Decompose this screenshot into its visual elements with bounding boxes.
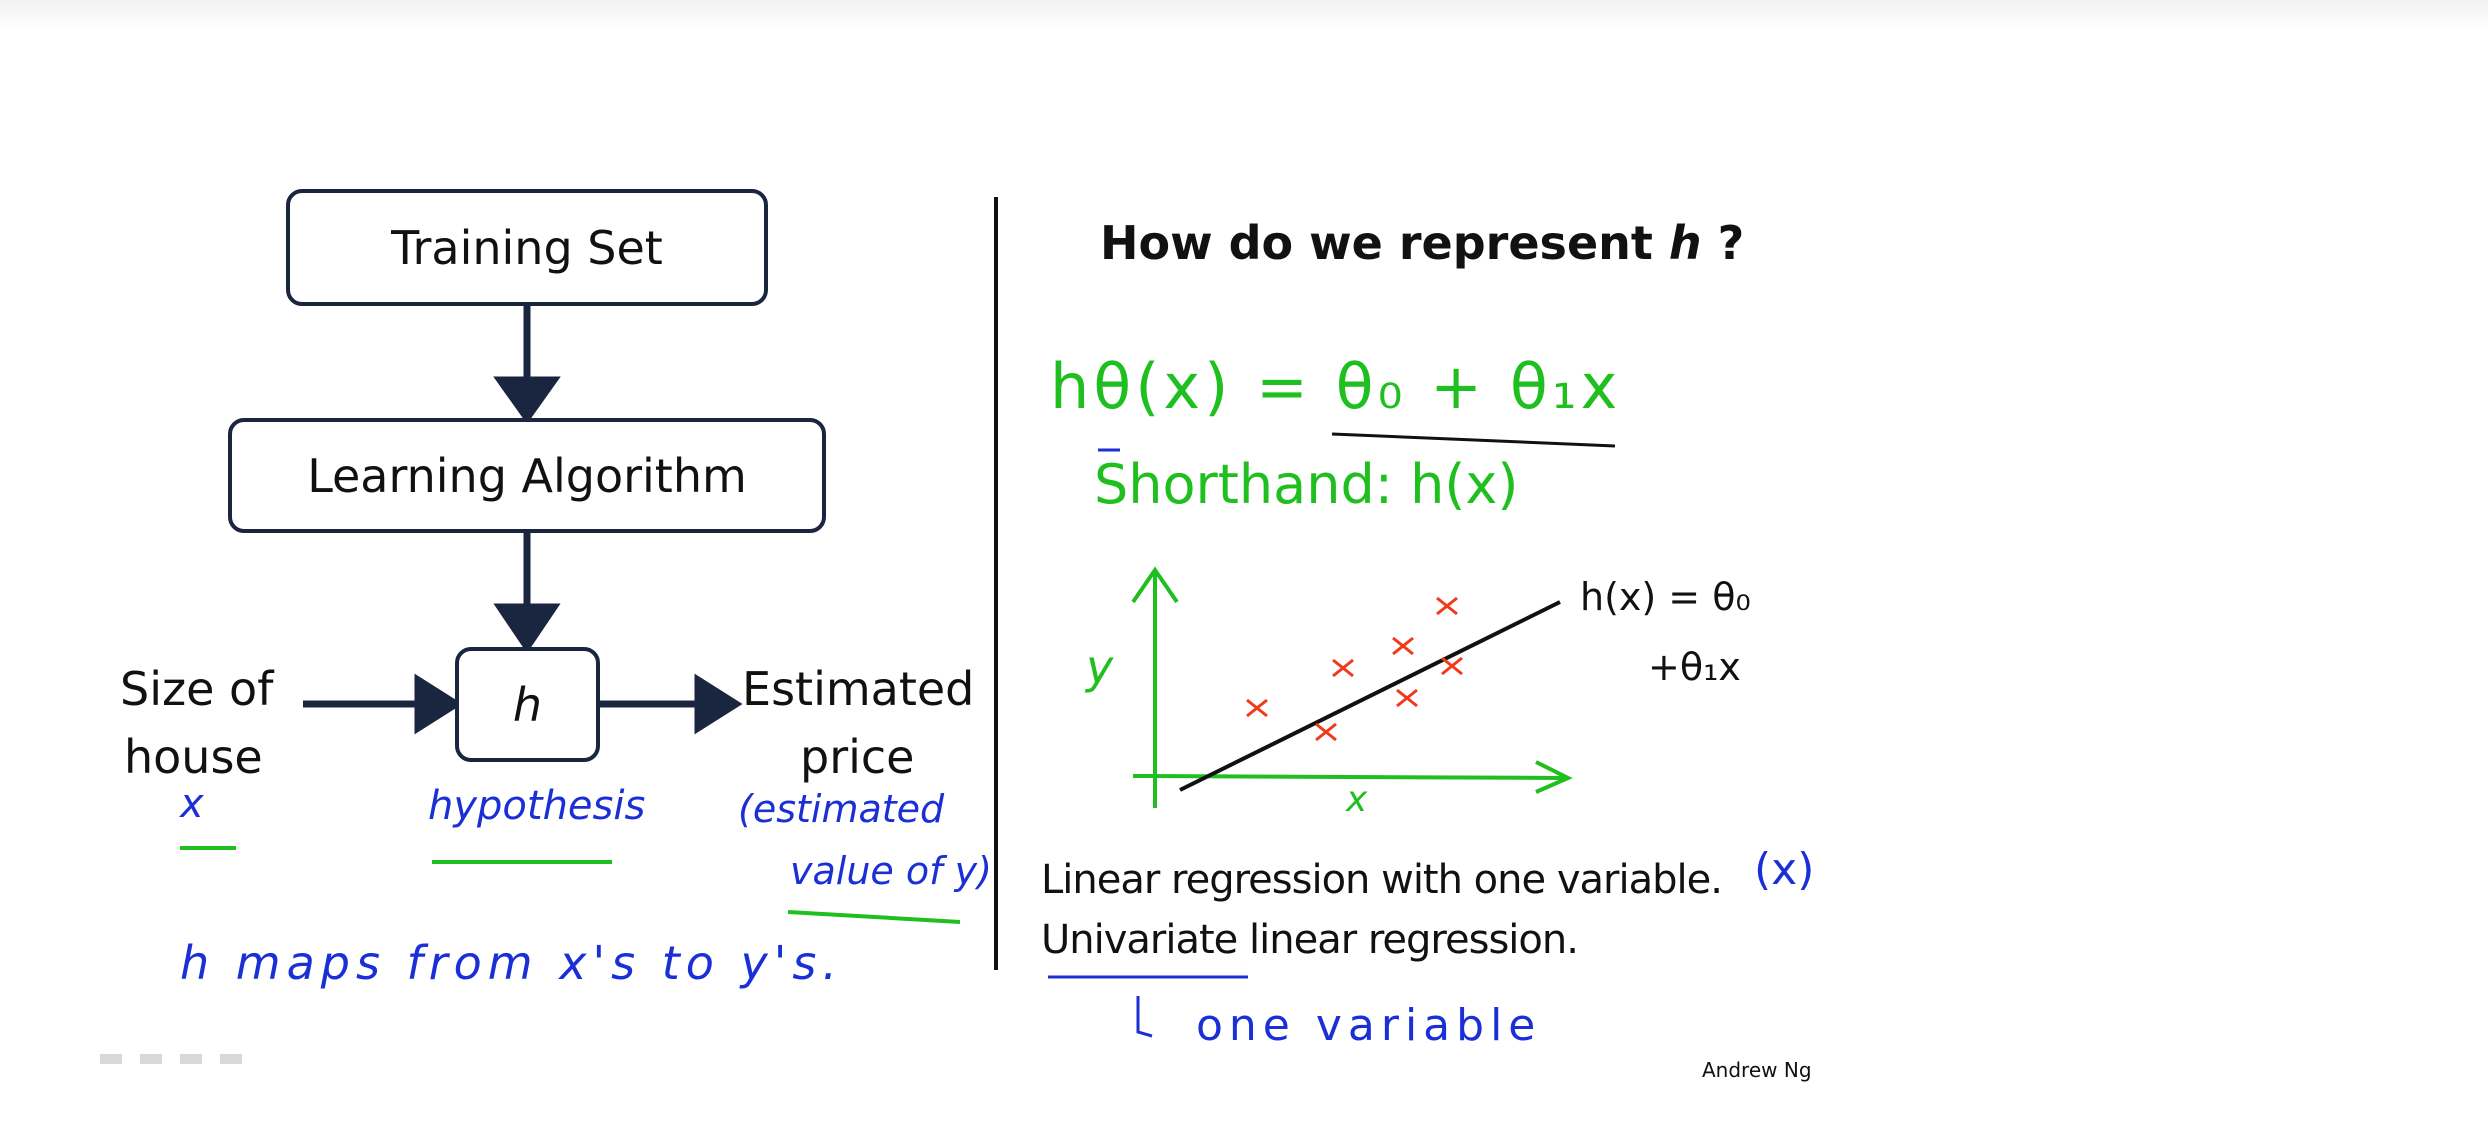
note-estimated-line1: (estimated [738, 787, 945, 831]
training-set-box [286, 189, 768, 306]
output-label-line2: price [800, 730, 915, 784]
right-title-h: h [1668, 216, 1702, 270]
right-title-text: How do we represent [1100, 216, 1653, 270]
plot-x-label: x [1346, 779, 1368, 820]
x-paren-note: (x) [1754, 844, 1815, 895]
note-x: x [180, 781, 204, 827]
note-estimated-line2: value of y) [790, 849, 992, 893]
data-point-mark [1247, 700, 1267, 716]
data-point-mark [1397, 690, 1417, 706]
note-hypothesis: hypothesis [428, 783, 646, 829]
hypothesis-box [455, 647, 600, 762]
plot-y-label: y [1086, 640, 1114, 694]
training-set-label: Training Set [391, 220, 663, 275]
hypothesis-label: h [512, 677, 543, 732]
univariate-text: Univariate linear regression. [1041, 917, 1578, 963]
formula: hθ(x) = θ₀ + θ₁x [1050, 350, 1622, 423]
data-point-mark [1393, 638, 1413, 654]
note-maps: h maps from x's to y's. [180, 936, 843, 990]
data-point-mark [1316, 724, 1336, 740]
shorthand: Shorthand: h(x) [1094, 453, 1519, 516]
input-label-line2: house [124, 730, 263, 784]
line-label-2: +θ₁x [1648, 645, 1741, 689]
line-label-1: h(x) = θ₀ [1580, 575, 1751, 619]
right-title-q: ? [1701, 216, 1745, 270]
right-title [1100, 216, 1745, 270]
output-label-line1: Estimated [742, 662, 975, 716]
data-point-mark [1437, 598, 1457, 614]
data-point-mark [1442, 658, 1462, 674]
learning-algorithm-box [228, 418, 826, 533]
author: Andrew Ng [1702, 1058, 1812, 1082]
one-variable-note: one variable [1196, 1000, 1542, 1051]
learning-algorithm-label: Learning Algorithm [307, 448, 747, 503]
input-label-line1: Size of [120, 662, 274, 716]
data-point-mark [1333, 660, 1353, 676]
linear-regression-text: Linear regression with one variable. [1041, 857, 1722, 903]
